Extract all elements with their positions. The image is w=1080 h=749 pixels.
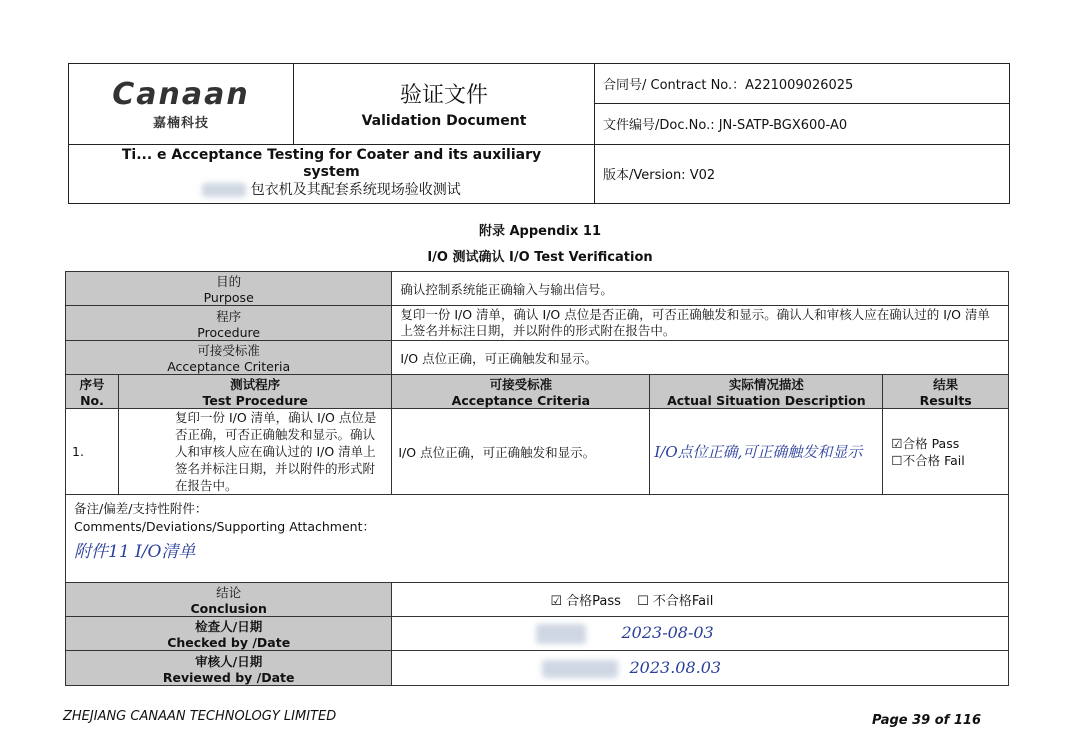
purpose-label	[66, 272, 392, 306]
criteria-text: I/O 点位正确，可正确触发和显示。	[392, 341, 1009, 375]
test-title-en-line2: system	[303, 164, 360, 181]
procedure-label-cn: 程序	[216, 308, 242, 324]
purpose-label-en: Purpose	[203, 290, 254, 305]
result-fail[interactable]	[891, 452, 1008, 469]
test-title-cell	[69, 144, 595, 203]
row-no: 1.	[66, 409, 119, 495]
col-procedure	[119, 375, 392, 409]
col-no-en: No.	[80, 393, 104, 408]
test-title-en-line1: Ti... e Acceptance Testing for Coater and its auxiliary	[121, 147, 542, 164]
checked-date: 2023-08-03	[621, 623, 714, 643]
row-result	[883, 409, 1009, 495]
reviewed-label	[66, 651, 392, 686]
contract-no: 合同号/ Contract No.：A221009026025	[595, 64, 1010, 104]
comments-label-en: Comments/Deviations/Supporting Attachment：	[74, 519, 375, 534]
test-table	[65, 271, 1009, 686]
col-procedure-cn: 测试程序	[230, 377, 281, 392]
comments-row	[66, 495, 1009, 583]
checked-label	[66, 617, 392, 651]
col-actual	[650, 375, 883, 409]
conclusion-pass-label: 合格Pass	[566, 594, 621, 609]
col-actual-en: Actual Situation Description	[667, 393, 866, 408]
doc-title-cn: 验证文件	[399, 83, 488, 109]
col-criteria-en: Acceptance Criteria	[451, 393, 591, 408]
checked-label-en: Checked by /Date	[167, 635, 291, 650]
doc-title-cell	[294, 64, 595, 145]
col-no-cn: 序号	[79, 377, 105, 392]
footer-company: ZHEJIANG CANAAN TECHNOLOGY LIMITED	[63, 709, 337, 724]
checked-row	[66, 617, 1009, 651]
criteria-label	[66, 341, 392, 375]
col-criteria-cn: 可接受标准	[489, 377, 553, 392]
checkbox-checked-icon[interactable]: ☑	[891, 435, 903, 451]
result-pass-label: 合格 Pass	[902, 435, 960, 451]
col-procedure-en: Test Procedure	[202, 393, 308, 408]
header-table	[68, 63, 1010, 204]
test-title-cn	[69, 181, 594, 200]
result-pass[interactable]	[891, 435, 1008, 452]
row-procedure-cell	[119, 409, 392, 495]
conclusion-label-en: Conclusion	[190, 601, 267, 616]
conclusion-fail-checkbox-icon[interactable]: ☐	[637, 594, 649, 609]
purpose-text: 确认控制系统能正确输入与输出信号。	[392, 272, 1009, 306]
table-row	[66, 409, 1009, 495]
footer-page: Page 39 of 116	[872, 713, 981, 728]
conclusion-label-cn: 结论	[216, 585, 242, 600]
col-actual-cn: 实际情况描述	[728, 377, 804, 392]
conclusion-row	[66, 583, 1009, 617]
doc-title-en: Validation Document	[361, 113, 527, 130]
checkbox-empty-icon[interactable]: ☐	[891, 452, 903, 468]
doc-no: 文件编号/Doc.No.: JN-SATP-BGX600-A0	[595, 104, 1010, 144]
result-fail-label: 不合格 Fail	[902, 452, 965, 468]
appendix-label: 附录 Appendix 11	[478, 224, 602, 239]
redacted-signature	[536, 624, 586, 644]
test-title-cn-text: 包衣机及其配套系统现场验收测试	[250, 182, 461, 199]
col-results-en: Results	[919, 393, 972, 408]
checked-label-cn: 检查人/日期	[195, 619, 263, 634]
logo-text: Canaan	[112, 76, 250, 112]
conclusion-pass-checkbox-icon[interactable]: ☑	[550, 594, 563, 609]
col-no	[66, 375, 119, 409]
procedure-label	[66, 306, 392, 341]
reviewed-signature-cell	[392, 651, 1009, 686]
comments-handwritten: 附件11 I/O清单	[74, 542, 196, 562]
comments-label-cn: 备注/偏差/支持性附件：	[74, 501, 208, 516]
redacted-signature	[542, 660, 618, 678]
col-criteria	[392, 375, 650, 409]
criteria-label-cn: 可接受标准	[197, 343, 260, 358]
reviewed-date: 2023.08.03	[629, 658, 722, 678]
logo-cell	[69, 64, 294, 145]
logo-subtitle: 嘉楠科技	[152, 115, 209, 131]
col-results	[883, 375, 1009, 409]
comments-cell	[66, 495, 1009, 583]
redacted-block	[202, 183, 246, 197]
column-header-row	[66, 375, 1009, 409]
reviewed-row	[66, 651, 1009, 686]
row-procedure: 复印一份 I/O 清单，确认 I/O 点位是否正确，可否正确触发和显示。确认人和审核人应在确认过的 I/O 清单上签名并标注日期，并以附件的形式附在报告中。	[175, 410, 377, 493]
reviewed-label-cn: 审核人/日期	[195, 653, 263, 669]
section-title: I/O 测试确认 I/O Test Verification	[427, 250, 653, 265]
procedure-label-en: Procedure	[197, 324, 261, 340]
procedure-text: 复印一份 I/O 清单，确认 I/O 点位是否正确，可否正确触发和显示。确认人和审核人应在确认过的 I/O 清单上签名并标注日期，并以附件的形式附在报告中。	[392, 306, 1009, 341]
conclusion-fail-label: 不合格Fail	[652, 594, 714, 609]
row-criteria: I/O 点位正确，可正确触发和显示。	[392, 409, 650, 495]
row-actual-handwritten: I/O点位正确,可正确触发和显示	[650, 409, 883, 495]
purpose-label-cn: 目的	[216, 274, 242, 289]
col-results-cn: 结果	[933, 377, 959, 392]
reviewed-label-en: Reviewed by /Date	[162, 669, 295, 685]
conclusion-label	[66, 583, 392, 617]
version: 版本/Version: V02	[595, 144, 1010, 203]
conclusion-result	[392, 583, 1009, 617]
checked-signature-cell	[392, 617, 1009, 651]
criteria-label-en: Acceptance Criteria	[167, 359, 291, 374]
